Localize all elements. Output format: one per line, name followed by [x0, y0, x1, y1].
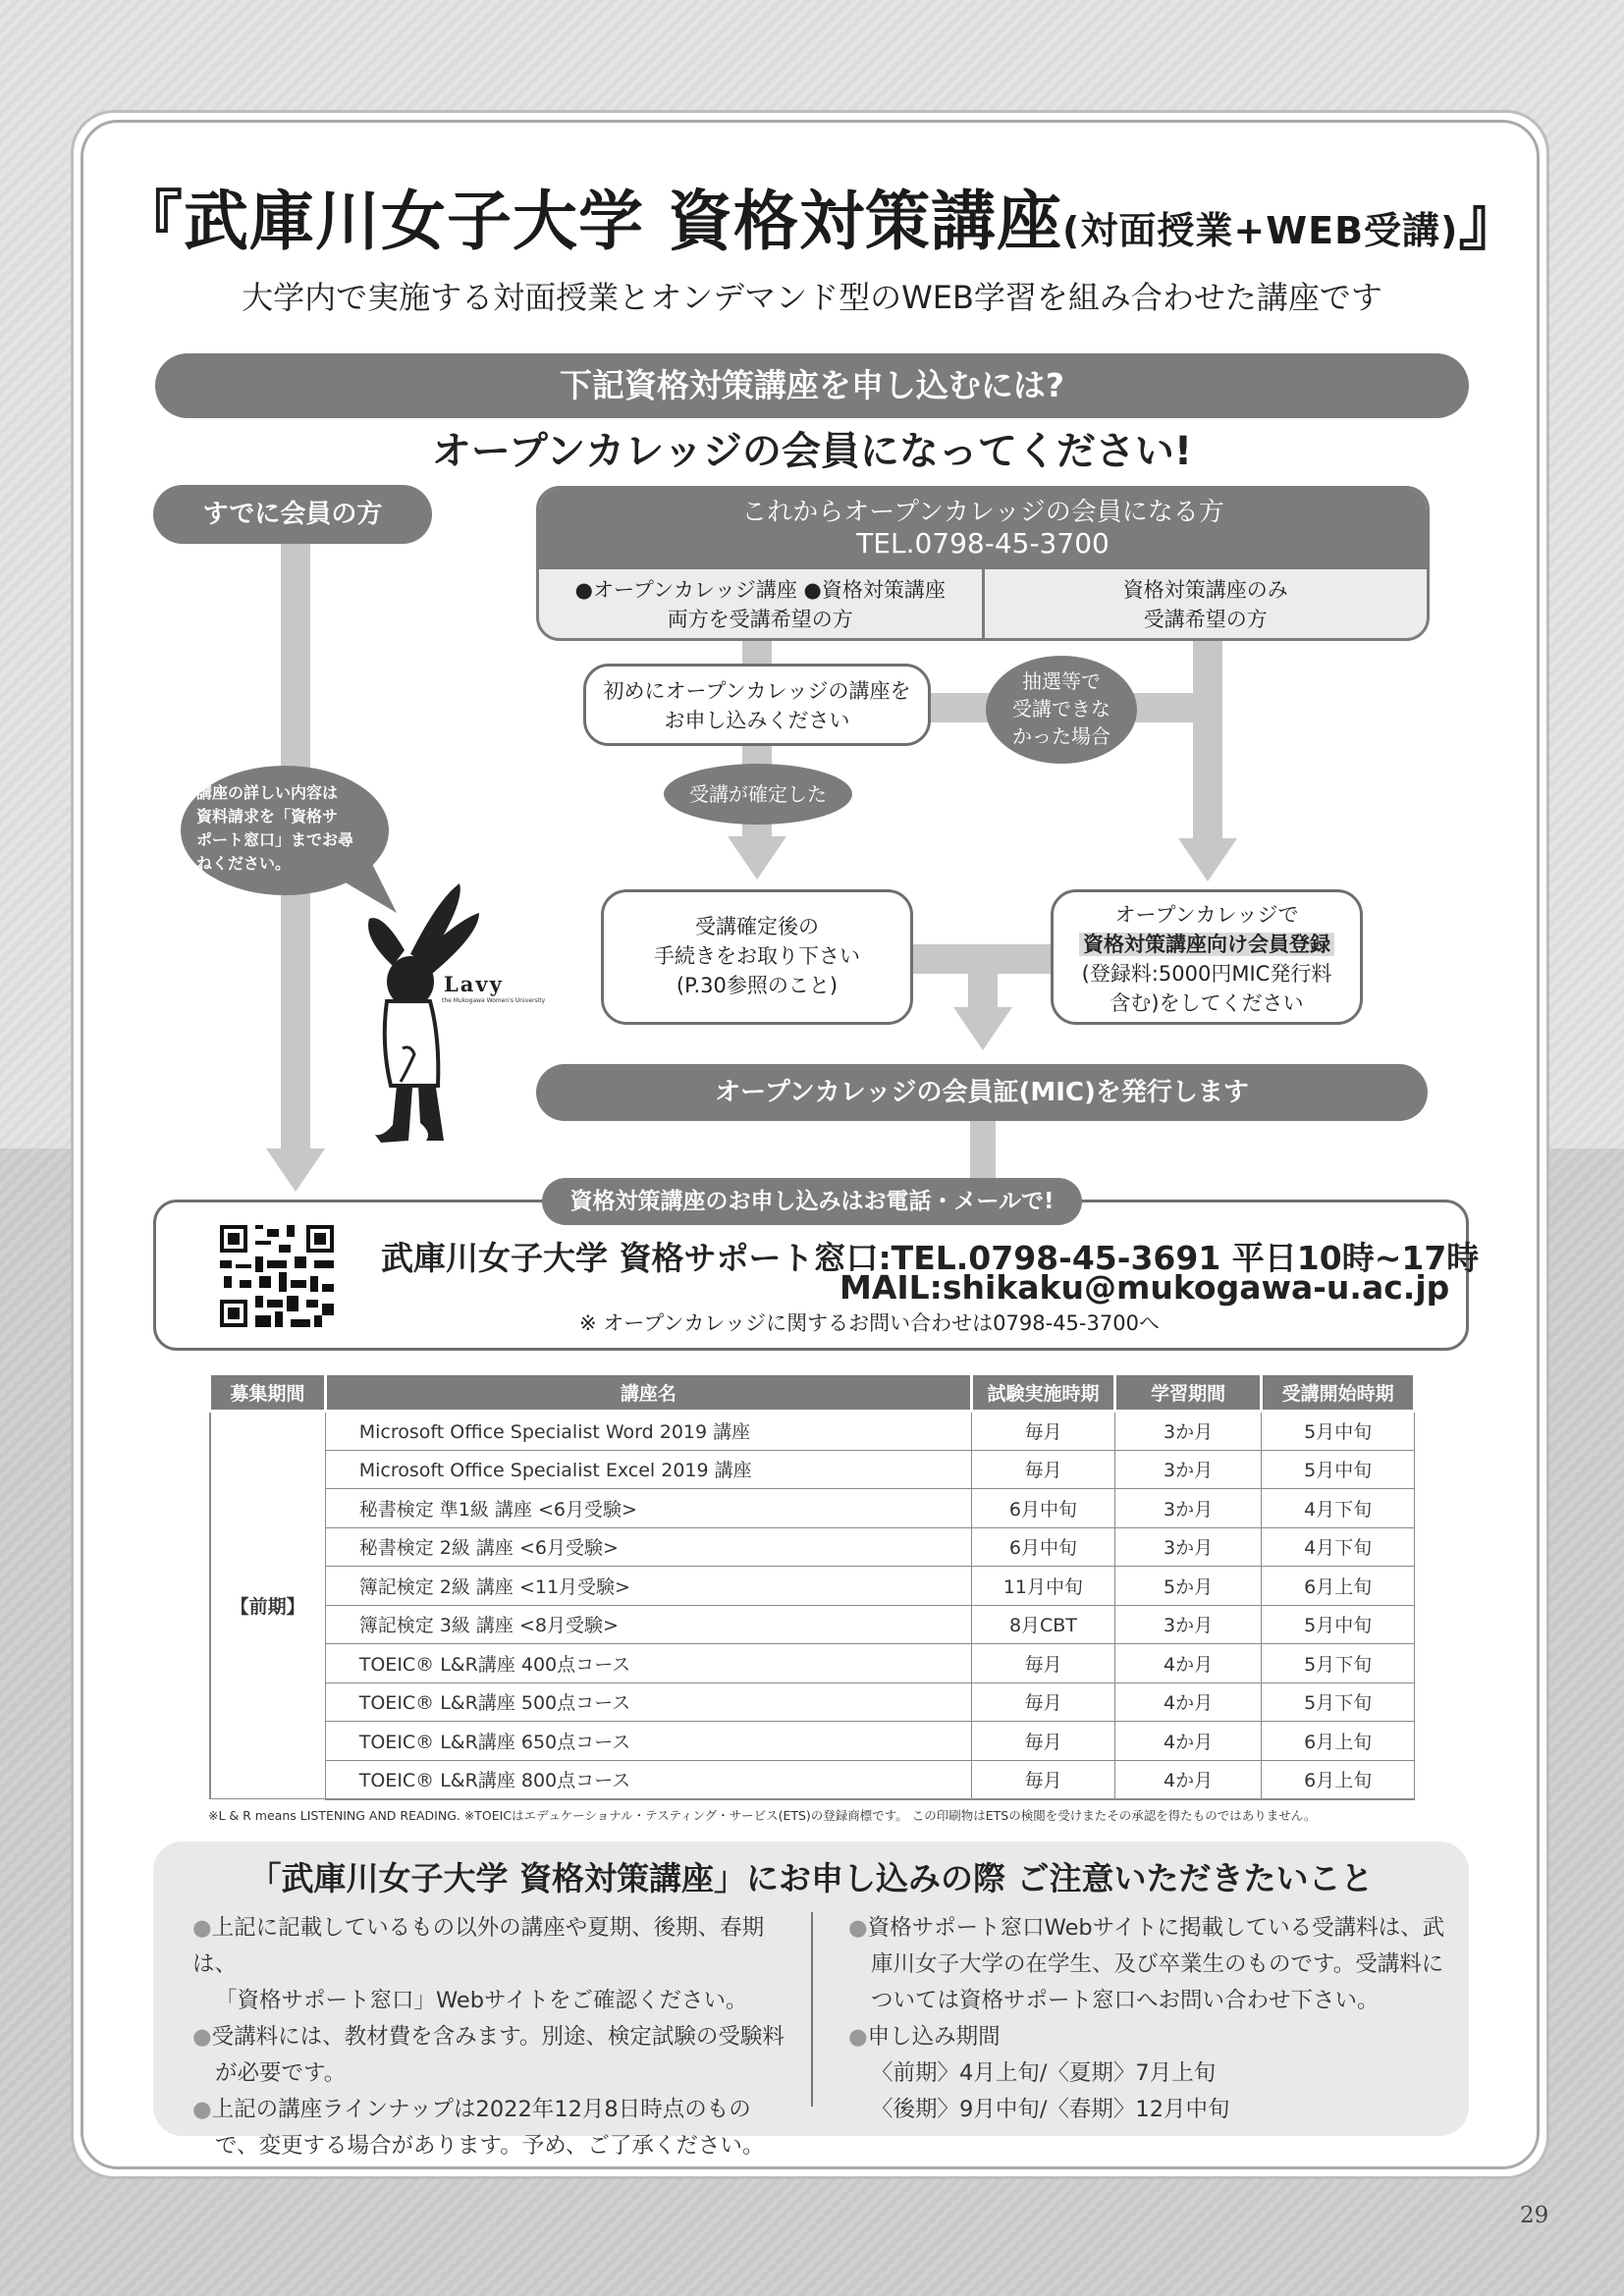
notice-right-line: 資格サポート窓口Webサイトに掲載している受講料は、武	[867, 1915, 1445, 1941]
study-cell: 4か月	[1114, 1682, 1262, 1722]
table-row	[210, 1412, 1415, 1451]
course-name: TOEIC® L&R講座 650点コース	[325, 1722, 971, 1761]
notice-left-line: が必要です。	[215, 2060, 347, 2086]
exam-cell: 毎月	[972, 1450, 1115, 1489]
exam-cell: 毎月	[972, 1760, 1115, 1799]
procedure-arrow	[728, 836, 786, 880]
bullet-icon: ●	[192, 2097, 212, 2122]
exam-cell: 6月中旬	[972, 1489, 1115, 1528]
table-row	[210, 1760, 1415, 1799]
course-table	[208, 1372, 1416, 1800]
page-subtitle: 大学内で実施する対面授業とオンデマンド型のWEB学習を組み合わせた講座です	[242, 279, 1382, 316]
start-cell: 5月下旬	[1262, 1682, 1415, 1722]
course-name: Microsoft Office Specialist Excel 2019 講座	[325, 1450, 971, 1489]
register-box	[1051, 889, 1363, 1025]
bullet-icon: ●	[192, 2024, 212, 2050]
title-paren: (対面授業+WEB受講)	[1061, 209, 1459, 252]
notice-left-line: 上記の講座ラインナップは2022年12月8日時点のもの	[211, 2097, 751, 2122]
page-title	[118, 169, 1525, 262]
notice-right-line: 庫川女子大学の在学生、及び卒業生のものです。受講料に	[871, 1951, 1444, 1977]
contact-note: ※ オープンカレッジに関するお問い合わせは0798-45-3700へ	[579, 1311, 1160, 1335]
exam-cell: 11月中旬	[972, 1567, 1115, 1606]
option-only-line2: 受講希望の方	[1143, 608, 1268, 631]
start-cell: 5月中旬	[1262, 1605, 1415, 1644]
confirmed-oval: 受講が確定した	[664, 764, 852, 825]
notice-right-line: 〈後期〉9月中旬/〈春期〉12月中旬	[871, 2097, 1230, 2122]
apply-first-line1: 初めにオープンカレッジの講座を	[603, 679, 911, 703]
procedure-line2: 手続きをお取り下さい	[654, 944, 860, 968]
existing-member-arrow	[266, 1148, 325, 1192]
procedure-line1: 受講確定後の	[695, 915, 819, 938]
apply-first-line2: お申し込みください	[664, 709, 850, 732]
notice-right-column	[848, 1910, 1449, 2128]
bullet-icon: ●	[848, 1915, 868, 1941]
bullet-icon: ●	[192, 1915, 212, 1941]
contact-mail[interactable]: MAIL:shikaku@mukogawa-u.ac.jp	[839, 1268, 1450, 1307]
bubble-line2: 資料請求を「資格サ	[196, 807, 339, 826]
procedure-box	[601, 889, 913, 1025]
contact-line1: 武庫川女子大学 資格サポート窓口:TEL.0798-45-3691 平日10時~17時	[381, 1239, 1480, 1277]
header-start: 受講開始時期	[1262, 1374, 1415, 1412]
option-only	[982, 569, 1428, 641]
new-member-header	[539, 489, 1427, 569]
lottery-line2: 受講できな	[1012, 697, 1110, 721]
study-cell: 4か月	[1114, 1644, 1262, 1683]
start-cell: 4月下旬	[1262, 1527, 1415, 1567]
table-row	[210, 1567, 1415, 1606]
start-cell: 6月上旬	[1262, 1722, 1415, 1761]
mic-pill: オープンカレッジの会員証(MIC)を発行します	[536, 1064, 1428, 1121]
apply-first-box	[583, 664, 931, 746]
lavy-mascot-icon	[353, 880, 530, 1147]
start-cell: 5月中旬	[1262, 1450, 1415, 1489]
option-only-line1: 資格対策講座のみ	[1122, 578, 1288, 602]
notice-left-line: 上記に記載しているもの以外の講座や夏期、後期、春期は、	[192, 1915, 765, 1977]
study-cell: 4か月	[1114, 1722, 1262, 1761]
lottery-line3: かった場合	[1012, 724, 1110, 748]
course-name: Microsoft Office Specialist Word 2019 講座	[325, 1412, 971, 1451]
apply-band: 下記資格対策講座を申し込むには?	[155, 353, 1469, 418]
study-cell: 3か月	[1114, 1605, 1262, 1644]
header-course: 講座名	[325, 1374, 971, 1412]
header-period: 募集期間	[210, 1374, 326, 1412]
period-cell: 【前期】	[210, 1412, 326, 1799]
member-callout: オープンカレッジの会員になってください!	[431, 429, 1193, 474]
exam-cell: 6月中旬	[972, 1527, 1115, 1567]
notice-right-line: 〈前期〉4月上旬/〈夏期〉7月上旬	[871, 2060, 1217, 2086]
header-study: 学習期間	[1114, 1374, 1262, 1412]
notice-left-column	[192, 1910, 791, 2164]
table-row	[210, 1489, 1415, 1528]
course-name: 簿記検定 2級 講座 <11月受験>	[325, 1567, 971, 1606]
table-row	[210, 1722, 1415, 1761]
mic-arrow	[953, 1007, 1012, 1050]
course-name: 簿記検定 3級 講座 <8月受験>	[325, 1605, 971, 1644]
table-row	[210, 1682, 1415, 1722]
register-line1: オープンカレッジで	[1114, 903, 1299, 927]
start-cell: 4月下旬	[1262, 1489, 1415, 1528]
start-cell: 5月中旬	[1262, 1412, 1415, 1451]
lottery-oval	[986, 656, 1137, 764]
bubble-line1: 講座の詳しい内容は	[196, 783, 339, 802]
exam-cell: 毎月	[972, 1644, 1115, 1683]
title-close: 』	[1458, 184, 1525, 259]
start-cell: 6月上旬	[1262, 1567, 1415, 1606]
speech-bubble-text	[196, 781, 393, 876]
option-both-line2: 両方を受講希望の方	[667, 608, 853, 631]
notice-left-line: 受講料には、教材費を含みます。別途、検定試験の受験料	[211, 2024, 785, 2050]
exam-cell: 毎月	[972, 1722, 1115, 1761]
start-cell: 6月上旬	[1262, 1760, 1415, 1799]
header-exam: 試験実施時期	[972, 1374, 1115, 1412]
study-cell: 5か月	[1114, 1567, 1262, 1606]
only-to-register-line	[1193, 641, 1222, 842]
study-cell: 3か月	[1114, 1527, 1262, 1567]
register-line3: (登録料:5000円MIC発行料	[1081, 962, 1332, 986]
table-footnote: ※L & R means LISTENING AND READING. ※TOEICはエデュケーショナル・テスティング・サービス(ETS)の登録商標です。 この印刷物はETSの検閲を受けまたその承認を得たものではありません。	[208, 1808, 1317, 1823]
start-cell: 5月下旬	[1262, 1644, 1415, 1683]
exam-cell: 毎月	[972, 1682, 1115, 1722]
bubble-line3: ポート窓口」までお尋	[196, 830, 354, 849]
page-number: 29	[1520, 2203, 1549, 2228]
option-both	[539, 569, 982, 641]
bullet-icon: ●	[848, 2024, 868, 2050]
course-name: TOEIC® L&R講座 500点コース	[325, 1682, 971, 1722]
register-line2: 資格対策講座向け会員登録	[1079, 933, 1334, 956]
lottery-line1: 抽選等で	[1022, 669, 1101, 693]
notice-divider	[811, 1912, 813, 2107]
table-row	[210, 1450, 1415, 1489]
new-member-tel: TEL.0798-45-3700	[856, 527, 1110, 560]
table-row	[210, 1527, 1415, 1567]
contact-top-label: 資格対策講座のお申し込みはお電話・メールで!	[542, 1178, 1082, 1225]
course-name: TOEIC® L&R講座 400点コース	[325, 1644, 971, 1683]
study-cell: 3か月	[1114, 1450, 1262, 1489]
notice-title: 「武庫川女子大学 資格対策講座」にお申し込みの際 ご注意いただきたいこと	[248, 1859, 1374, 1897]
table-header-row	[210, 1374, 1415, 1412]
existing-member-label: すでに会員の方	[153, 485, 432, 544]
exam-cell: 毎月	[972, 1412, 1115, 1451]
notice-left-line: 「資格サポート窓口」Webサイトをご確認ください。	[215, 1988, 748, 2013]
course-name: 秘書検定 2級 講座 <6月受験>	[325, 1527, 971, 1567]
option-both-line1: ●オープンカレッジ講座 ●資格対策講座	[574, 578, 946, 602]
mascot-subtitle: the Mukogawa Women's University	[442, 997, 546, 1004]
new-member-title: これからオープンカレッジの会員になる方	[741, 498, 1224, 527]
notice-right-line: ついては資格サポート窓口へお問い合わせ下さい。	[871, 1988, 1380, 2013]
bubble-line4: ねください。	[196, 854, 292, 873]
notice-left-line: で、変更する場合があります。予め、ご了承ください。	[215, 2133, 765, 2159]
table-row	[210, 1605, 1415, 1644]
exam-cell: 8月CBT	[972, 1605, 1115, 1644]
register-line4: 含む)をしてください	[1110, 991, 1304, 1015]
mascot-name: Lavy	[444, 972, 504, 996]
title-main: 『武庫川女子大学 資格対策講座	[118, 184, 1062, 259]
study-cell: 4か月	[1114, 1760, 1262, 1799]
notice-right-line: 申し込み期間	[867, 2024, 1001, 2050]
register-arrow	[1178, 838, 1237, 881]
new-member-box	[536, 486, 1430, 641]
study-cell: 3か月	[1114, 1489, 1262, 1528]
course-name: 秘書検定 準1級 講座 <6月受験>	[325, 1489, 971, 1528]
merge-stem	[968, 958, 998, 1009]
course-name: TOEIC® L&R講座 800点コース	[325, 1760, 971, 1799]
study-cell: 3か月	[1114, 1412, 1262, 1451]
procedure-line3: (P.30参照のこと)	[676, 974, 839, 997]
table-row	[210, 1644, 1415, 1683]
qr-code-icon[interactable]	[220, 1225, 334, 1327]
